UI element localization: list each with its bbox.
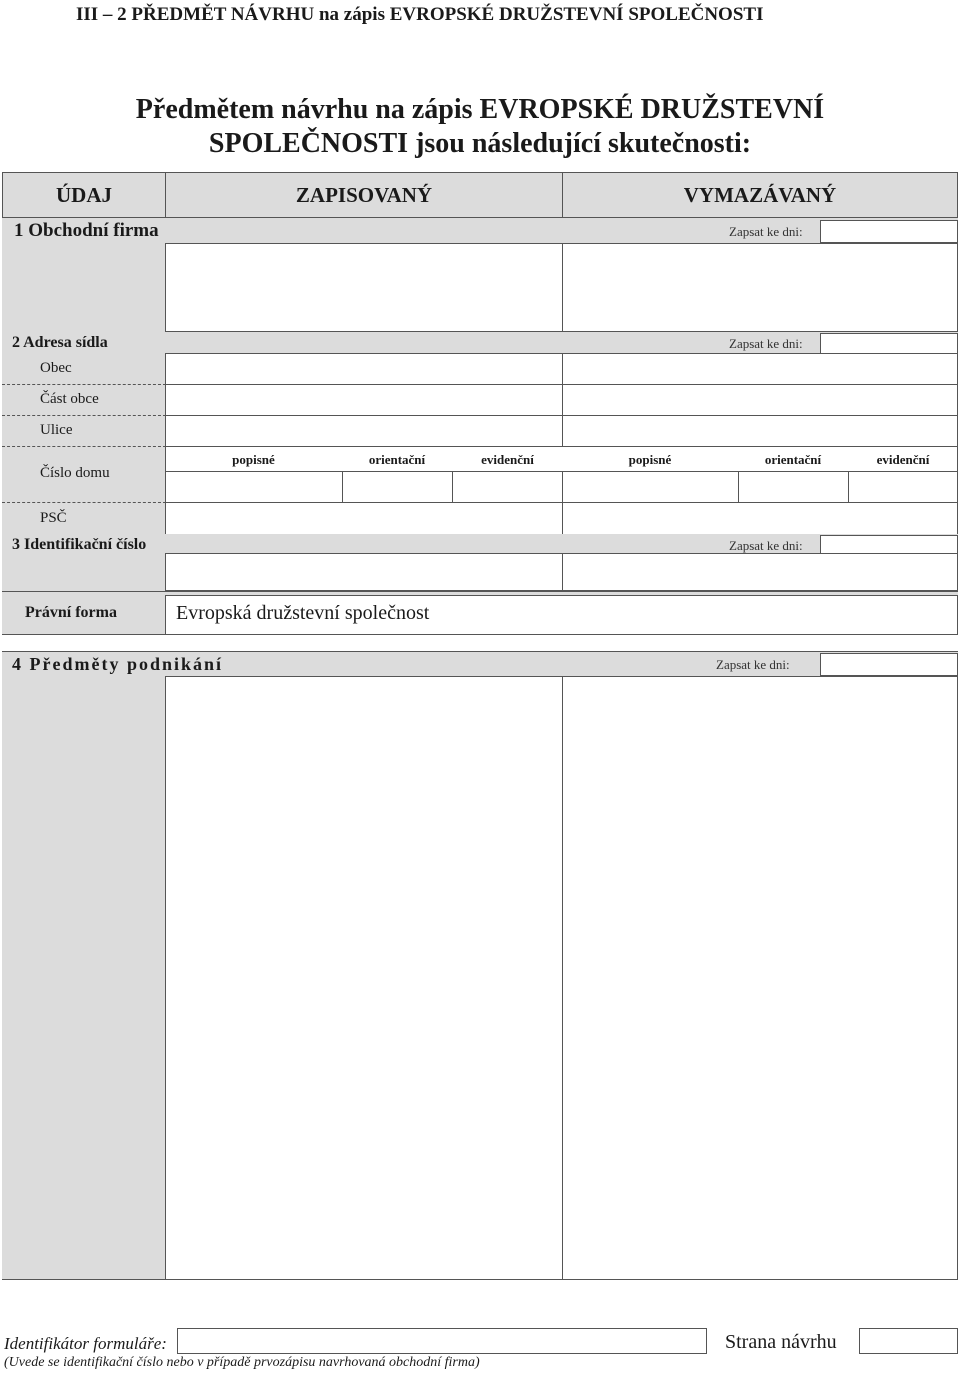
form-identifier-label: Identifikátor formuláře: [4,1334,167,1353]
psc-zapisovany-field[interactable] [165,502,563,535]
ico-zapsat-label: Zapsat ke dni: [729,538,803,553]
section-firma-label: 1 Obchodní firma [14,220,159,241]
firma-zapisovany-field[interactable] [165,243,563,332]
firma-vymazavany-field[interactable] [562,243,958,332]
ico-zapsat-date-field[interactable] [820,535,958,555]
form-identifier-note: (Uvede se identifikační číslo nebo v případě prvozápisu navrhovaná obchodní firma) [4,1355,480,1370]
obec-zapisovany-field[interactable] [165,353,563,385]
pravni-forma-value: Evropská družstevní společnost [176,602,430,624]
predmety-vymazavany-field[interactable] [562,676,958,1280]
adresa-zapsat-label: Zapsat ke dni: [729,336,803,351]
obec-label: Obec [40,360,72,376]
cislo-evidencni-vymazavany-field[interactable] [848,471,958,503]
page-title-line-1: Předmětem návrhu na zápis EVROPSKÉ DRUŽSTEVNÍ [135,94,825,125]
psc-vymazavany-field[interactable] [562,502,958,535]
page-number-label: Strana návrhu [725,1331,837,1353]
ico-zapisovany-field[interactable] [165,553,563,591]
form-identifier-field[interactable] [177,1328,707,1354]
section-ico-label: 3 Identifikační číslo [12,536,147,553]
obec-vymazavany-field[interactable] [562,353,958,385]
section-predmety-label: 4 Předměty podnikání [12,654,224,674]
cislo-domu-label: Číslo domu [40,465,110,481]
ulice-divider [2,446,166,447]
column-header-zapisovany-label: ZAPISOVANÝ [295,183,433,207]
page-number-field[interactable] [859,1328,958,1354]
section-adresa-left-column [2,354,166,534]
cislo-evidencni-zapisovany-field[interactable] [452,471,563,503]
section-adresa-label: 2 Adresa sídla [12,334,108,351]
psc-label: PSČ [40,510,67,526]
cislo-popisne-vymazavany-field[interactable] [562,471,739,503]
ulice-vymazavany-field[interactable] [562,415,958,447]
ico-vymazavany-field[interactable] [562,553,958,591]
cislo-orientacni-zapisovany-field[interactable] [342,471,453,503]
section-predmety-left-column [2,677,166,1280]
predmety-zapisovany-field[interactable] [165,676,563,1280]
cast-obce-divider [2,415,166,416]
col-evidencni-zapisovany: evidenční [481,452,534,467]
section-adresa-header-background [2,332,958,354]
col-popisne-zapisovany: popisné [232,452,275,467]
section-firma-left-column [2,244,166,332]
col-orientacni-zapisovany: orientační [368,452,426,467]
cast-obce-label: Část obce [40,391,99,407]
predmety-zapsat-label: Zapsat ke dni: [716,657,790,672]
firma-zapsat-label: Zapsat ke dni: [729,224,803,239]
firma-zapsat-date-field[interactable] [820,220,958,243]
col-orientacni-vymazavany: orientační [764,452,822,467]
cislo-popisne-zapisovany-field[interactable] [165,471,343,503]
pravni-forma-label: Právní forma [25,604,117,621]
ulice-zapisovany-field[interactable] [165,415,563,447]
cast-obce-vymazavany-field[interactable] [562,384,958,416]
obec-divider [2,384,166,385]
page-title-line-2: SPOLEČNOSTI jsou následující skutečnosti: [208,128,752,159]
col-popisne-vymazavany: popisné [628,452,672,467]
section-ico-left-column [2,554,166,591]
col-evidencni-vymazavany: evidenční [876,452,930,467]
cislo-orientacni-vymazavany-field[interactable] [738,471,849,503]
cislo-domu-divider [2,502,166,503]
cast-obce-zapisovany-field[interactable] [165,384,563,416]
column-header-vymazavany-label: VYMAZÁVANÝ [683,183,837,207]
page-header: III – 2 PŘEDMĚT NÁVRHU na zápis EVROPSKÉ DRUŽSTEVNÍ SPOLEČNOSTI [76,4,764,25]
predmety-zapsat-date-field[interactable] [820,653,958,676]
adresa-zapsat-date-field[interactable] [820,333,958,354]
ulice-label: Ulice [40,422,73,438]
column-header-udaj-label: ÚDAJ [56,183,112,207]
